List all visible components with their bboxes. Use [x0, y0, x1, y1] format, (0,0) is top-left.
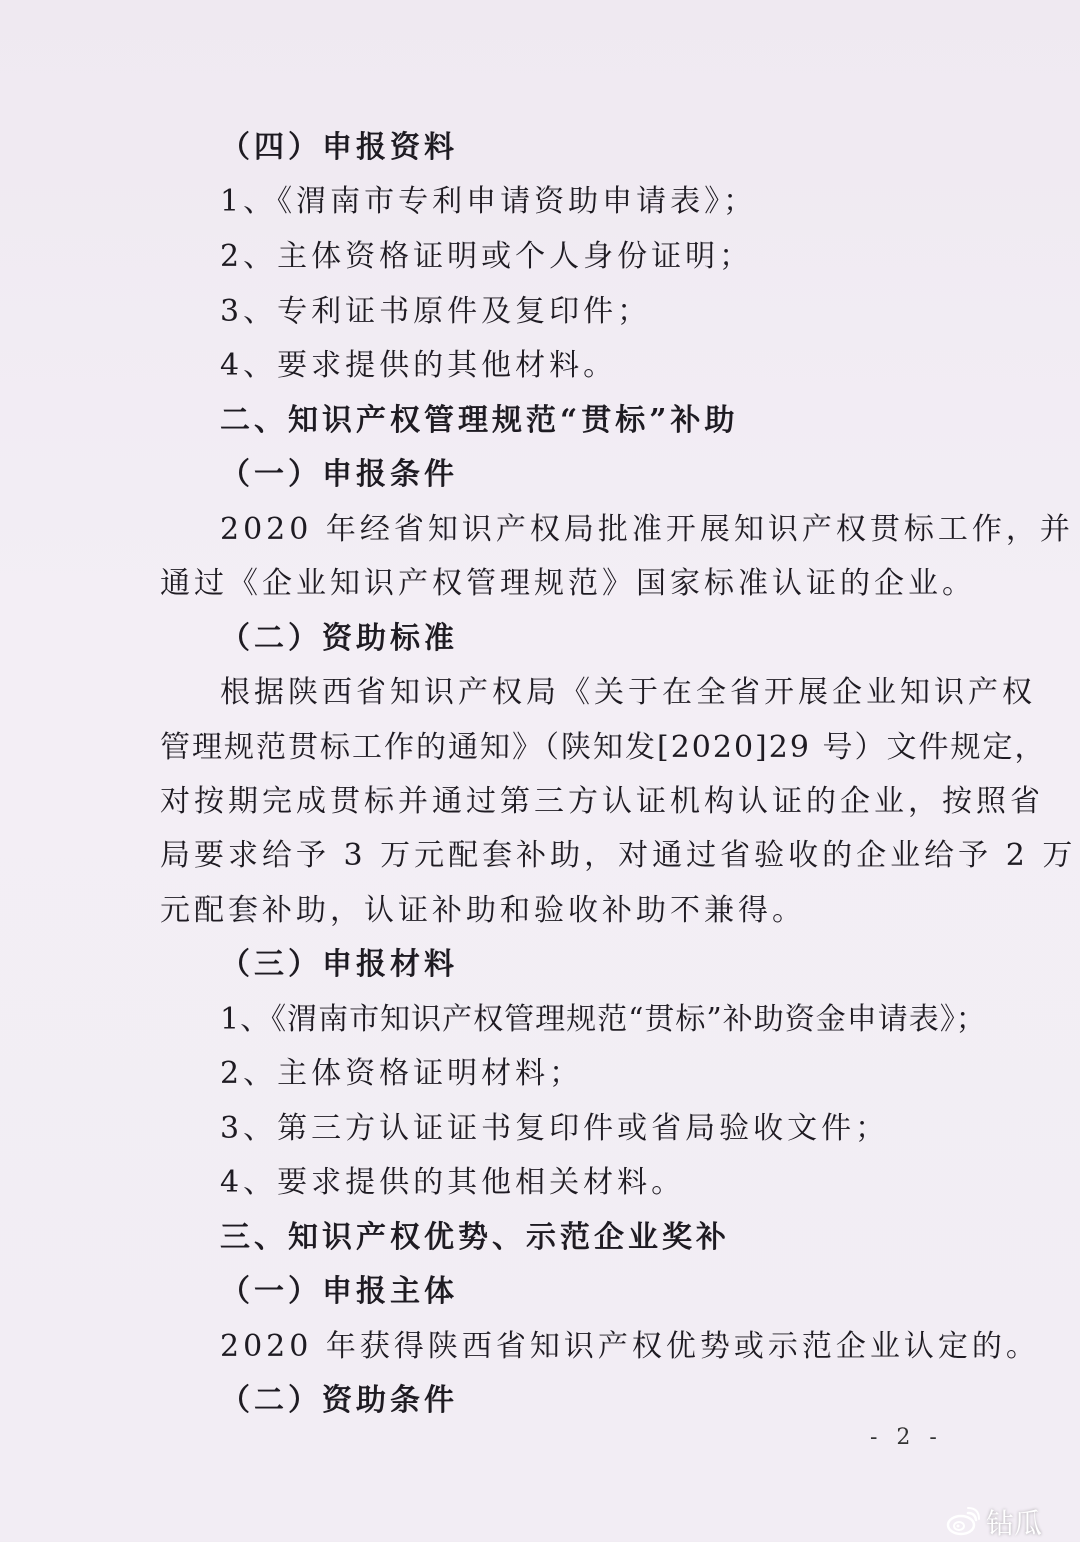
paragraph-line: 通过《企业知识产权管理规范》国家标准认证的企业。: [160, 566, 976, 601]
watermark-text: 钻瓜: [986, 1507, 1043, 1540]
watermark: [946, 1502, 1042, 1542]
list-item: 3、专利证书原件及复印件；: [220, 294, 652, 329]
paragraph-line: 2020 年获得陕西省知识产权优势或示范企业认定的。: [220, 1329, 1040, 1364]
section-heading: （四）申报资料: [220, 130, 458, 165]
paragraph-line: 元配套补助，认证补助和验收补助不兼得。: [160, 893, 806, 928]
paragraph-line: 对按期完成贯标并通过第三方认证机构认证的企业，按照省: [160, 784, 1044, 819]
page-number: - 2 -: [870, 1425, 943, 1450]
section-heading: （三）申报材料: [220, 947, 458, 982]
paragraph-line: 局要求给予 3 万元配套补助，对通过省验收的企业给予 2 万: [160, 838, 1077, 873]
section-heading: （二）资助条件: [220, 1383, 458, 1418]
section-heading: （一）申报条件: [220, 457, 458, 492]
section-heading: （一）申报主体: [220, 1274, 458, 1309]
list-item: 4、要求提供的其他相关材料。: [220, 1165, 686, 1200]
chapter-heading: 三、知识产权优势、示范企业奖补: [220, 1220, 730, 1255]
weibo-icon: [946, 1507, 980, 1537]
list-item: 1、《渭南市专利申请资助申请表》；: [220, 184, 758, 219]
list-item: 2、主体资格证明材料；: [220, 1056, 584, 1091]
paragraph-line: 根据陕西省知识产权局《关于在全省开展企业知识产权: [220, 675, 1036, 710]
section-heading: （二）资助标准: [220, 621, 458, 656]
paragraph-line: 管理规范贯标工作的通知》（陕知发[2020]29 号）文件规定，: [160, 730, 1047, 765]
list-item: 2、主体资格证明或个人身份证明；: [220, 239, 754, 274]
list-item: 3、第三方认证证书复印件或省局验收文件；: [220, 1111, 890, 1146]
chapter-heading: 二、知识产权管理规范“贯标”补助: [220, 403, 739, 438]
list-item: 1、《渭南市知识产权管理规范“贯标”补助资金申请表》；: [220, 1002, 987, 1037]
paragraph-line: 2020 年经省知识产权局批准开展知识产权贯标工作，并: [220, 512, 1074, 547]
list-item: 4、要求提供的其他材料。: [220, 348, 618, 383]
